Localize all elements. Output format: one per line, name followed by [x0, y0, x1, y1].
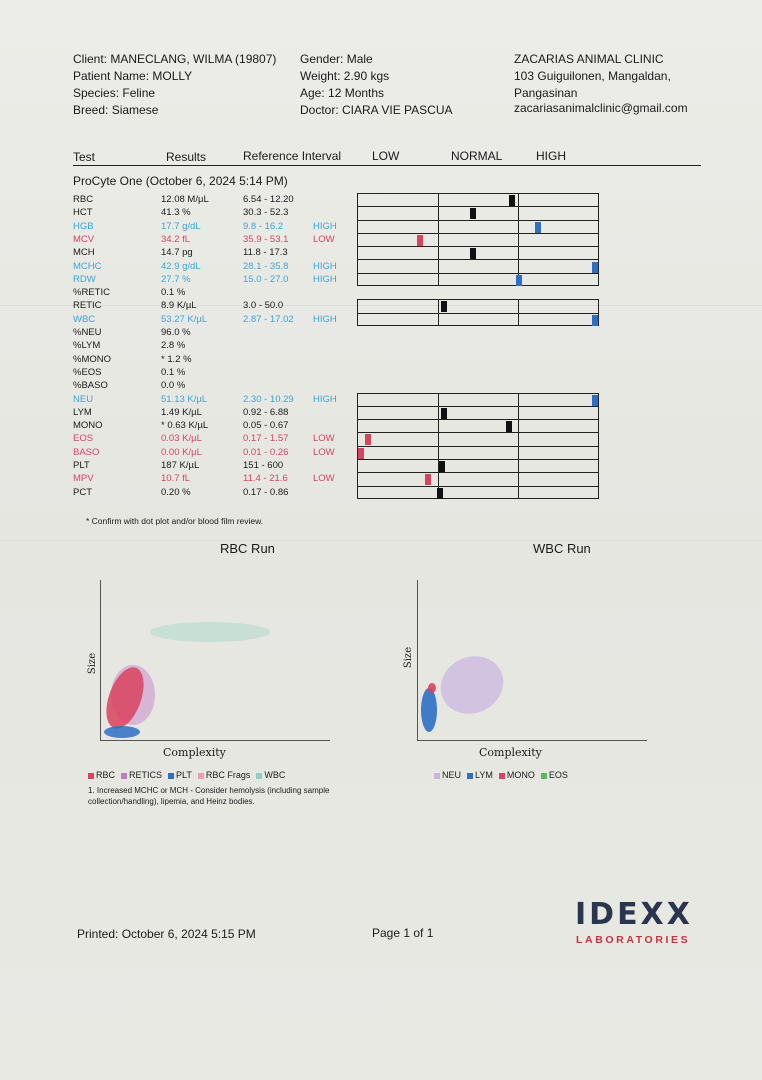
result-value: 17.7 g/dL	[161, 220, 201, 232]
species: Species: Feline	[73, 86, 156, 100]
breed: Breed: Siamese	[73, 103, 159, 117]
result-value: 8.9 K/µL	[161, 300, 197, 312]
flag-label: HIGH	[313, 260, 337, 272]
result-value: 2.8 %	[161, 340, 186, 352]
result-value: 0.1 %	[161, 287, 186, 299]
col-reference: Reference Interval	[243, 149, 342, 163]
result-value: 12.08 M/µL	[161, 194, 209, 205]
neu-cluster	[431, 646, 513, 724]
result-value: 41.3 %	[161, 207, 191, 219]
gauge-marker	[592, 315, 598, 326]
legend-swatch	[541, 773, 547, 779]
reference-interval: 35.9 - 53.1	[243, 233, 289, 245]
header-rule	[73, 165, 701, 166]
rbc-run-title: RBC Run	[220, 541, 275, 556]
flag-label: HIGH	[313, 220, 337, 232]
flag-label: LOW	[313, 446, 335, 458]
printed-date: Printed: October 6, 2024 5:15 PM	[77, 927, 256, 941]
test-name: MCV	[73, 233, 95, 245]
legend-label: RBC Frags	[205, 770, 251, 780]
test-name: %NEU	[73, 327, 102, 338]
wbc-x-axis	[417, 740, 647, 741]
test-name: EOS	[73, 433, 94, 445]
weight: Weight: 2.90 kgs	[300, 69, 390, 83]
result-value: 42.9 g/dL	[161, 260, 201, 272]
gauge-row	[358, 420, 598, 433]
gauge-row	[358, 234, 598, 247]
note-line2: collection/handling), lipemia, and Heinz bodies.	[88, 797, 255, 806]
result-value: 0.03 K/µL	[161, 433, 202, 445]
result-value: * 0.63 K/µL	[161, 420, 209, 432]
result-value: 10.7 fL	[161, 473, 191, 485]
test-name: RETIC	[73, 300, 102, 312]
gauge-marker	[365, 434, 371, 445]
reference-interval: 28.1 - 35.8	[243, 260, 289, 272]
rbc-legend	[88, 770, 291, 780]
reference-interval: 0.01 - 0.26	[243, 446, 289, 458]
test-name: MONO	[73, 420, 103, 432]
gauge-row	[358, 460, 598, 473]
result-value: 96.0 %	[161, 327, 191, 338]
reference-interval: 9.8 - 16.2	[243, 220, 284, 232]
gauge-marker	[470, 248, 476, 259]
clinic-address-line1: 103 Guiguilonen, Mangaldan,	[514, 69, 671, 83]
col-normal: NORMAL	[451, 149, 503, 163]
wbc-scatter	[417, 600, 647, 740]
clinic-address-line2: Pangasinan	[514, 86, 578, 100]
note-line1: 1. Increased MCHC or MCH - Consider hemolysis (including sample	[88, 786, 330, 795]
legend-label: MONO	[506, 770, 535, 780]
legend-swatch	[434, 773, 440, 779]
gauge-row	[358, 394, 598, 407]
idexx-logo-sub: LABORATORIES	[576, 934, 691, 946]
gauge-row	[358, 314, 598, 327]
gauge-marker	[441, 408, 447, 419]
clinic-email: zacariasanimalclinic@gmail.com	[514, 101, 688, 115]
rbc-scatter	[100, 600, 330, 740]
result-value: 0.1 %	[161, 366, 186, 378]
test-name: LYM	[73, 406, 92, 418]
gauge-marker	[417, 235, 423, 246]
test-name: %LYM	[73, 340, 101, 352]
gauge-row	[358, 473, 598, 486]
legend-label: PLT	[176, 770, 192, 780]
legend-label: WBC	[264, 770, 286, 780]
test-name: %BASO	[73, 380, 108, 392]
legend-label: RBC	[96, 770, 116, 780]
gauge-box	[357, 393, 599, 499]
gauge-box	[357, 299, 599, 326]
test-name: RDW	[73, 273, 96, 285]
wbc-run-title: WBC Run	[533, 541, 591, 556]
test-name: WBC	[73, 313, 96, 325]
gauge-marker	[358, 448, 364, 459]
gauge-marker	[439, 461, 445, 472]
gender: Gender: Male	[300, 52, 373, 66]
result-value: 53.27 K/µL	[161, 313, 208, 325]
flag-label: HIGH	[313, 273, 337, 285]
result-value: 0.0 %	[161, 380, 186, 392]
gauge-row	[358, 433, 598, 446]
reference-interval: 0.17 - 1.57	[243, 433, 289, 445]
col-test: Test	[73, 150, 96, 164]
gauge-marker	[592, 395, 598, 406]
wbc-legend	[434, 770, 574, 780]
col-results: Results	[166, 150, 207, 164]
gauge-row	[358, 261, 598, 274]
gauge-row	[358, 300, 598, 313]
reference-interval: 151 - 600	[243, 460, 284, 471]
reference-interval: 6.54 - 12.20	[243, 194, 294, 205]
gauge-row	[358, 447, 598, 460]
patient-name: Patient Name: MOLLY	[73, 69, 193, 83]
result-value: * 1.2 %	[161, 353, 192, 365]
flag-label: HIGH	[313, 393, 337, 405]
reference-interval: 11.4 - 21.6	[243, 473, 288, 485]
test-name: NEU	[73, 393, 94, 405]
test-name: %EOS	[73, 366, 102, 378]
gauge-marker	[470, 208, 476, 219]
gauge-marker	[425, 474, 431, 485]
reference-interval: 15.0 - 27.0	[243, 273, 289, 285]
flag-label: LOW	[313, 233, 335, 245]
result-value: 34.2 fL	[161, 233, 191, 245]
gauge-marker	[441, 301, 447, 312]
reference-interval: 0.17 - 0.86	[243, 486, 289, 498]
age: Age: 12 Months	[300, 86, 385, 100]
gauge-row	[358, 194, 598, 207]
gauge-box	[357, 193, 599, 286]
page-number: Page 1 of 1	[372, 926, 434, 940]
clinic-name: ZACARIAS ANIMAL CLINIC	[514, 52, 664, 66]
lym-cluster	[421, 688, 437, 732]
doctor: Doctor: CIARA VIE PASCUA	[300, 103, 453, 117]
col-low: LOW	[372, 149, 400, 163]
test-name: PLT	[73, 460, 90, 471]
reference-interval: 11.8 - 17.3	[243, 247, 288, 259]
gauge-row	[358, 407, 598, 420]
gauge-marker	[506, 421, 512, 432]
rbc-ylabel: Size	[87, 652, 99, 675]
legend-swatch	[499, 773, 505, 779]
idexx-logo: IDEXX	[575, 897, 693, 932]
gauge-row	[358, 207, 598, 220]
reference-interval: 3.0 - 50.0	[243, 300, 284, 312]
result-value: 14.7 pg	[161, 247, 193, 259]
wbc-cluster	[150, 622, 270, 642]
reference-interval: 30.3 - 52.3	[243, 207, 289, 219]
test-name: HCT	[73, 207, 93, 219]
plt-cluster	[104, 726, 140, 738]
flag-label: LOW	[313, 473, 335, 485]
gauge-row	[358, 274, 598, 287]
legend-swatch	[121, 773, 127, 779]
reference-interval: 0.92 - 6.88	[243, 406, 289, 418]
gauge-row	[358, 247, 598, 260]
legend-swatch	[256, 773, 262, 779]
legend-swatch	[467, 773, 473, 779]
gauge-marker	[437, 488, 443, 499]
test-name: %MONO	[73, 353, 111, 365]
rbc-xlabel: Complexity	[163, 746, 226, 759]
test-name: %RETIC	[73, 287, 110, 299]
rbc-x-axis	[100, 740, 330, 741]
mono-cluster	[428, 683, 436, 693]
test-name: HGB	[73, 220, 94, 232]
gauge-marker	[516, 275, 522, 286]
test-name: BASO	[73, 446, 100, 458]
col-high: HIGH	[536, 149, 566, 163]
reference-interval: 2.87 - 17.02	[243, 313, 294, 325]
result-value: 187 K/µL	[161, 460, 200, 471]
gauge-marker	[535, 222, 541, 233]
footnote: * Confirm with dot plot and/or blood film review.	[86, 516, 264, 526]
result-value: 27.7 %	[161, 273, 191, 285]
reference-interval: 2.30 - 10.29	[243, 393, 294, 405]
reference-interval: 0.05 - 0.67	[243, 420, 289, 432]
legend-swatch	[198, 773, 204, 779]
result-value: 0.20 %	[161, 486, 191, 498]
gauge-row	[358, 487, 598, 500]
result-value: 1.49 K/µL	[161, 406, 202, 418]
gauge-marker	[592, 262, 598, 273]
wbc-ylabel: Size	[403, 646, 415, 669]
result-value: 0.00 K/µL	[161, 446, 202, 458]
result-value: 51.13 K/µL	[161, 393, 208, 405]
gauge-marker	[509, 195, 515, 206]
test-name: PCT	[73, 486, 92, 498]
legend-swatch	[88, 773, 94, 779]
page-fold	[0, 540, 762, 541]
gauge-row	[358, 221, 598, 234]
test-name: MCH	[73, 247, 95, 259]
legend-label: EOS	[548, 770, 568, 780]
legend-label: NEU	[442, 770, 462, 780]
test-name: RBC	[73, 194, 94, 205]
test-name: MPV	[73, 473, 94, 485]
test-name: MCHC	[73, 260, 102, 272]
wbc-xlabel: Complexity	[479, 746, 542, 759]
legend-label: RETICS	[129, 770, 163, 780]
client-label: Client: MANECLANG, WILMA (19807)	[73, 52, 277, 66]
flag-label: HIGH	[313, 313, 337, 325]
legend-label: LYM	[475, 770, 493, 780]
legend-swatch	[168, 773, 174, 779]
flag-label: LOW	[313, 433, 335, 445]
section-title: ProCyte One (October 6, 2024 5:14 PM)	[73, 174, 288, 188]
